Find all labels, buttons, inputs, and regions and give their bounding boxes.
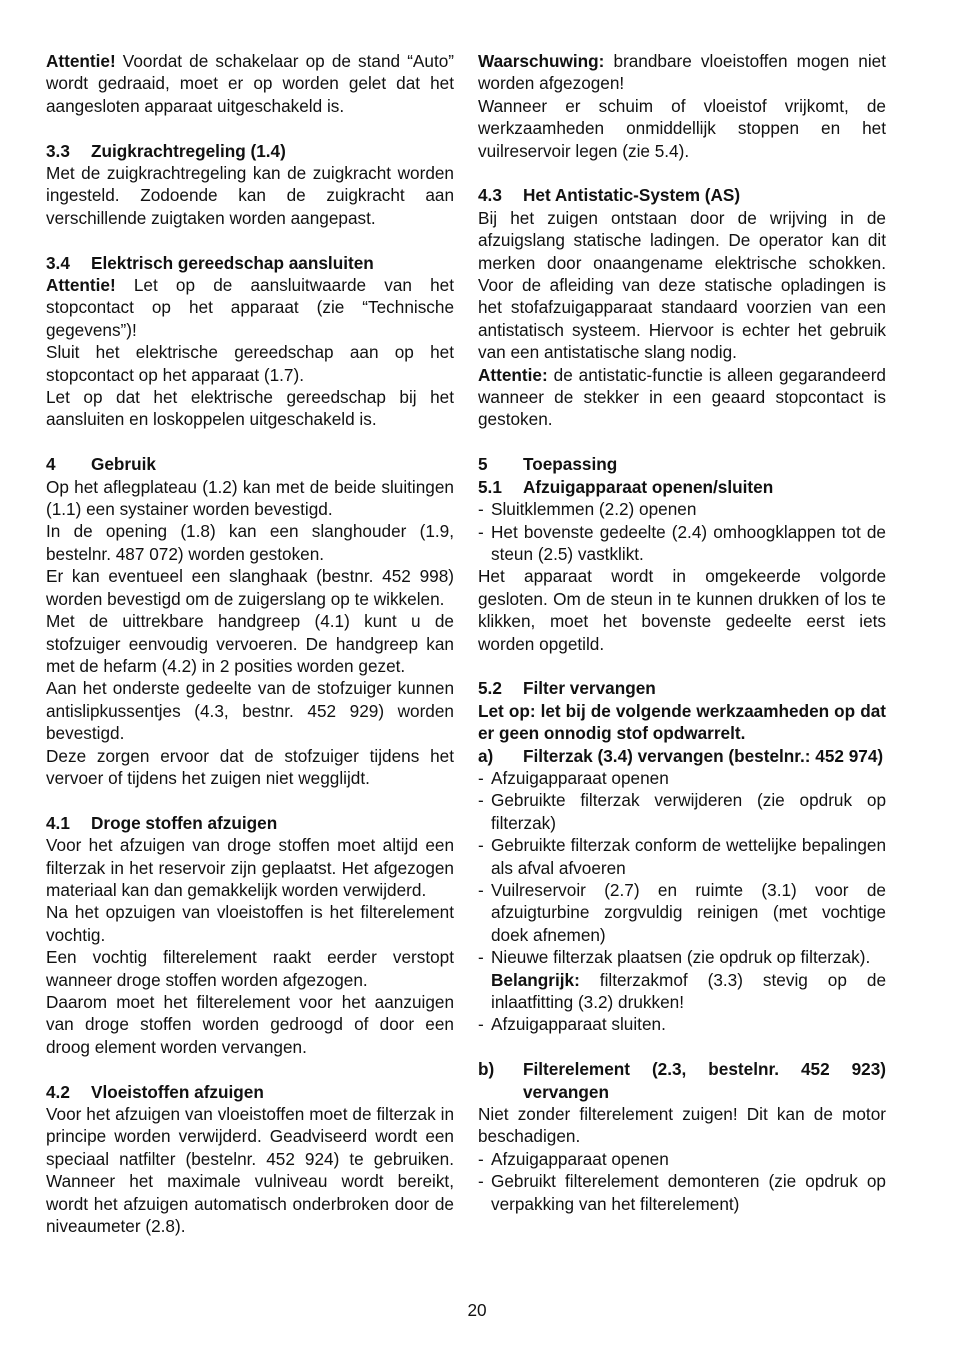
attention-label: Attentie! — [46, 51, 116, 71]
paragraph: Met de uittrekbare handgreep (4.1) kunt u de stofzuiger eenvoudig vervoeren. De handgreep kan met de hefarm (4.2) in 2 posities worden gezet. — [46, 611, 454, 676]
attention-paragraph — [46, 50, 454, 117]
paragraph: Na het opzuigen van vloeistoffen is het filterelement vochtig. — [46, 902, 454, 945]
section-heading-4-2: 4.2 Vloeistoffen afzuigen — [46, 1081, 264, 1102]
left-column — [46, 50, 454, 1237]
paragraph: Attentie! Let op de aansluitwaarde van het stopcontact op het apparaat (zie “Technische gegevens”)! — [46, 275, 454, 340]
paragraph: Sluit het elektrische gereedschap aan op het stopcontact op het apparaat (1.7). — [46, 342, 454, 385]
paragraph: Deze zorgen ervoor dat de stofzuiger tijdens het vervoer of tijdens het zuigen niet wegglijdt. — [46, 745, 454, 788]
paragraph: Met de zuigkrachtregeling kan de zuigkracht worden ingesteld. Zodoende kan de zuigkracht aan verschillende zuigtaken worden aangepast. — [46, 163, 454, 228]
warning-paragraph: Waarschuwing: brandbare vloeistoffen mogen niet worden afgezogen! — [478, 51, 886, 94]
paragraph: Het apparaat wordt in omgekeerde volgorde gesloten. Om de steun in te kunnen drukken of los te klikken, moet het bovenste gedeelte eerst iets worden opgetild. — [478, 566, 886, 654]
paragraph: Aan het onderste gedeelte van de stofzuiger kunnen antislipkussentjes (4.3, bestnr. 452 929) worden bevestigd. — [46, 678, 454, 744]
section-heading-3-3: 3.3 Zuigkrachtregeling (1.4) — [46, 140, 286, 161]
list-item: - Gebruikt filterelement demonteren (zie opdruk op verpakking van het filterelement) — [478, 1171, 886, 1214]
paragraph: Let op dat het elektrische gereedschap bij het aansluiten en loskoppelen uitgeschakeld is. — [46, 387, 454, 430]
page-number: 20 — [467, 1300, 487, 1320]
list-item: - Gebruikte filterzak conform de wettelijke bepalingen als afval afvoeren — [478, 835, 886, 878]
list-item: - Afzuigapparaat sluiten. — [478, 1014, 666, 1035]
paragraph: Voor het afzuigen van droge stoffen moet altijd een filterzak in het reservoir zijn geplaatst. Het afgezogen materiaal kan dan gemakkelijk worden verwijderd. — [46, 835, 454, 900]
section-heading-5-1: 5.1 Afzuigapparaat openen/sluiten — [478, 476, 774, 497]
paragraph: Een vochtig filterelement raakt eerder verstopt wanneer droge stoffen worden afgezogen. — [46, 947, 454, 990]
list-item: - Het bovenste gedeelte (2.4) omhoogklappen tot de steun (2.5) vastklikt. — [478, 521, 886, 564]
right-column — [478, 50, 886, 1215]
paragraph: Niet zonder filterelement zuigen! Dit kan de motor beschadigen. — [478, 1104, 886, 1147]
list-item: - Nieuwe filterzak plaatsen (zie opdruk op filterzak). — [478, 947, 871, 968]
paragraph: Voor het afzuigen van vloeistoffen moet de filterzak in principe worden verwijderd. Geadviseerd wordt een speciaal natfilter (bestelnr. 452 924) te gebruiken. Wanneer het maximale vulniveau wordt bereikt, wordt het afzuigen automatisch onderbroken door de niveaumeter (2.8). — [46, 1104, 454, 1237]
paragraph: Attentie: de antistatic-functie is alleen gegarandeerd wanneer de stekker in een geaard stopcontact is gestoken. — [478, 364, 886, 430]
list-item: - Vuilreservoir (2.7) en ruimte (3.1) voor de afzuigturbine zorgvuldig reinigen (met vochtige doek afnemen) — [478, 879, 886, 945]
section-heading-5: 5 Toepassing — [478, 454, 618, 475]
paragraph: Op het aflegplateau (1.2) kan met de beide sluitingen (1.1) een systainer worden bevestigd. — [46, 476, 454, 520]
section-heading-4: 4 Gebruik — [46, 454, 156, 475]
paragraph: Daarom moet het filterelement voor het aanzuigen van droge stoffen worden gedroogd of door een droog element worden vervangen. — [46, 992, 454, 1057]
attention-text: Voordat de schakelaar op de stand “Auto” wordt gedraaid, moet er op worden gelet dat het aangesloten apparaat uitgeschakeld is. — [46, 51, 454, 116]
section-heading-4-1: 4.1 Droge stoffen afzuigen — [46, 812, 278, 833]
warning-label: Waarschuwing: — [478, 51, 605, 71]
subsection-heading-b: b) Filterelement (2.3, bestelnr. 452 923) vervangen — [478, 1059, 886, 1102]
paragraph: Er kan eventueel een slanghaak (bestnr. 452 998) worden bevestigd om de zuigerslang op te wikkelen. — [46, 566, 454, 609]
paragraph: In de opening (1.8) kan een slanghouder (1.9, bestelnr. 487 072) worden gestoken. — [46, 521, 454, 564]
section-heading-5-2: 5.2 Filter vervangen — [478, 678, 656, 699]
list-item: - Sluitklemmen (2.2) openen — [478, 499, 697, 520]
list-item: - Afzuigapparaat openen — [478, 1148, 669, 1169]
important-note: Belangrijk: filterzakmof (3.3) stevig op de inlaatfitting (3.2) drukken! — [491, 969, 886, 1013]
section-heading-4-3: 4.3 Het Antistatic-System (AS) — [478, 185, 741, 206]
subsection-heading-a: a) Filterzak (3.4) vervangen (bestelnr.: 452 974) — [478, 745, 884, 766]
paragraph: Bij het zuigen ontstaan door de wrijving in de afzuigslang statische ladingen. De operator kan dit merken door onaangename elektrische schokken. Voor de afleiding van deze statische opladingen is het stofafzuigapparaat standaard voorzien van een antistatisch systeem. Hiervoor is echter het gebruik van een antistatische slang nodig. — [478, 207, 886, 363]
section-heading-3-4: 3.4 Elektrisch gereedschap aansluiten — [46, 252, 374, 273]
paragraph: Wanneer er schuim of vloeistof vrijkomt, de werkzaamheden onmiddellijk stoppen en het vuilreservoir legen (zie 5.4). — [478, 95, 886, 161]
note-paragraph: Let op: let bij de volgende werkzaamheden op dat er geen onnodig stof opdwarrelt. — [478, 700, 886, 744]
list-item: - Gebruikte filterzak verwijderen (zie opdruk op filterzak) — [478, 790, 886, 833]
list-item: - Afzuigapparaat openen — [478, 767, 669, 788]
